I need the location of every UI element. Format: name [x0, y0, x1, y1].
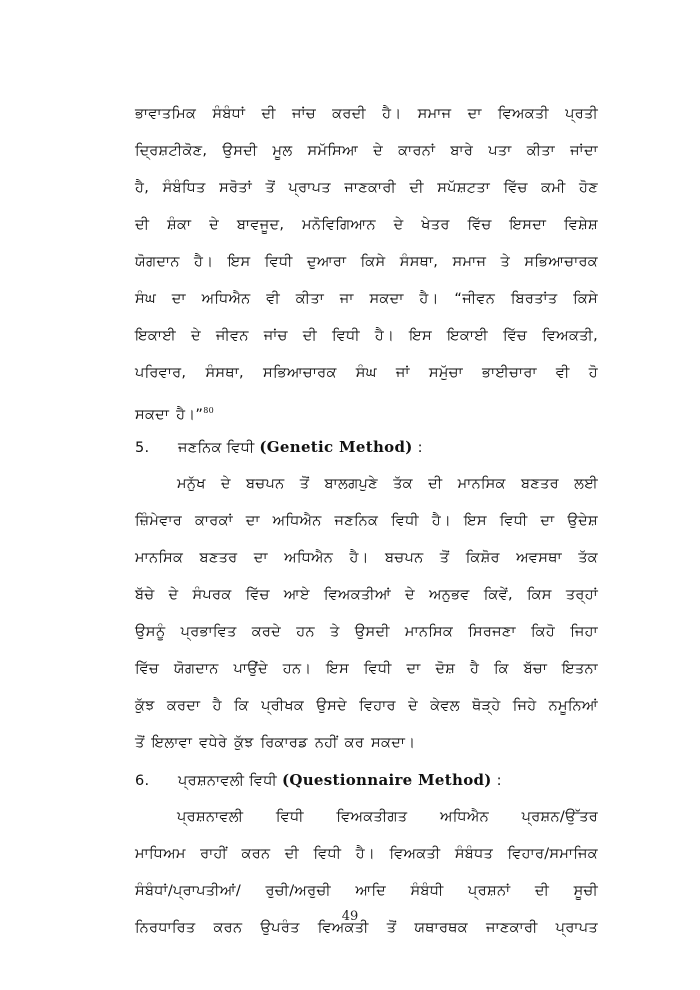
- text-line: ਵਿੱਚ ਯੋਗਦਾਨ ਪਾਉਂਦੇ ਹਨ। ਇਸ ਵਿਧੀ ਦਾ ਦੋਸ਼ ਹੈ ਕਿ ਬੱਚਾ ਇਤਨਾ: [135, 661, 598, 677]
- text-line: ਦੀ ਸ਼ੰਕਾ ਦੇ ਬਾਵਜੂਦ, ਮਨੋਵਿਗਿਆਨ ਦੇ ਖੇਤਰ ਵਿੱਚ ਇਸਦਾ ਵਿਸ਼ੇਸ਼: [135, 217, 598, 233]
- text-line: ਸੰਬੰਧਾਂ/ਪ੍ਰਾਪਤੀਆਂ/ ਰੁਚੀ/ਅਰੁਚੀ ਆਦਿ ਸੰਬੰਧੀ ਪ੍ਰਸ਼ਨਾਂ ਦੀ ਸੂਚੀ: [135, 883, 598, 899]
- section-number: 5.: [135, 440, 150, 456]
- text-line: ਜ਼ਿੰਮੇਵਾਰ ਕਾਰਕਾਂ ਦਾ ਅਧਿਐਨ ਜਣਨਿਕ ਵਿਧੀ ਹੈ। ਇਸ ਵਿਧੀ ਦਾ ਉਦੇਸ਼: [135, 513, 598, 529]
- text-line: ਮਨੁੱਖ ਦੇ ਬਚਪਨ ਤੋਂ ਬਾਲਗਪੁਣੇ ਤੱਕ ਦੀ ਮਾਨਸਿਕ ਬਣਤਰ ਲਈ: [177, 476, 598, 492]
- text-line: ਨਿਰਧਾਰਿਤ ਕਰਨ ਉਪਰੰਤ ਵਿਅਕਤੀ ਤੋਂ ਯਥਾਰਥਕ ਜਾਣਕਾਰੀ ਪ੍ਰਾਪਤ: [135, 920, 598, 936]
- section-colon: :: [412, 440, 423, 456]
- paragraph-genetic-method: [135, 466, 598, 762]
- section-title-english: (Genetic Method): [259, 438, 413, 456]
- section-heading-questionnaire-method: [135, 762, 598, 799]
- text-line: ਭਾਵਾਤਮਿਕ ਸੰਬੰਧਾਂ ਦੀ ਜਾਂਚ ਕਰਦੀ ਹੈ। ਸਮਾਜ ਦਾ ਵਿਅਕਤੀ ਪ੍ਰਤੀ: [135, 106, 598, 122]
- text-line: ਮਾਧਿਅਮ ਰਾਹੀਂ ਕਰਨ ਦੀ ਵਿਧੀ ਹੈ। ਵਿਅਕਤੀ ਸੰਬੰਧਤ ਵਿਹਾਰ/ਸਮਾਜਿਕ: [135, 846, 598, 862]
- text-line: ਤੋਂ ਇਲਾਵਾ ਵਧੇਰੇ ਕੁੱਝ ਰਿਕਾਰਡ ਨਹੀਂ ਕਰ ਸਕਦਾ।: [135, 735, 416, 751]
- text-line: ਬੱਚੇ ਦੇ ਸੰਪਰਕ ਵਿੱਚ ਆਏ ਵਿਅਕਤੀਆਂ ਦੇ ਅਨੁਭਵ ਕਿਵੇਂ, ਕਿਸ ਤਰ੍ਹਾਂ: [135, 587, 598, 603]
- paragraph-life-history: [135, 96, 598, 429]
- text-line: ਦ੍ਰਿਸ਼ਟੀਕੋਣ, ਉਸਦੀ ਮੂਲ ਸਮੱਸਿਆ ਦੇ ਕਾਰਨਾਂ ਬਾਰੇ ਪਤਾ ਕੀਤਾ ਜਾਂਦਾ: [135, 143, 598, 159]
- text-line: ਪਰਿਵਾਰ, ਸੰਸਥਾ, ਸਭਿਆਚਾਰਕ ਸੰਘ ਜਾਂ ਸਮੁੱਚਾ ਭਾਈਚਾਰਾ ਵੀ ਹੋ: [135, 365, 598, 381]
- section-title-punjabi: ਜਣਨਿਕ ਵਿਧੀ: [178, 440, 255, 456]
- document-page: [135, 96, 598, 947]
- text-line: ਕੁੱਝ ਕਰਦਾ ਹੈ ਕਿ ਪ੍ਰੀਖਕ ਉਸਦੇ ਵਿਹਾਰ ਦੇ ਕੇਵਲ ਥੋੜ੍ਹੇ ਜਿਹੇ ਨਮੂਨਿਆਂ: [135, 698, 598, 714]
- text-line: ਪ੍ਰਸ਼ਨਾਵਲੀ ਵਿਧੀ ਵਿਅਕਤੀਗਤ ਅਧਿਐਨ ਪ੍ਰਸ਼ਨ/ਉੱਤਰ: [177, 809, 598, 825]
- section-number: 6.: [135, 773, 150, 789]
- text-line: ਯੋਗਦਾਨ ਹੈ। ਇਸ ਵਿਧੀ ਦੁਆਰਾ ਕਿਸੇ ਸੰਸਥਾ, ਸਮਾਜ ਤੇ ਸਭਿਆਚਾਰਕ: [135, 254, 598, 270]
- text-line: [135, 392, 598, 429]
- section-colon: :: [491, 773, 502, 789]
- section-title-english: (Questionnaire Method): [281, 771, 492, 789]
- section-title-punjabi: ਪ੍ਰਸ਼ਨਾਵਲੀ ਵਿਧੀ: [178, 773, 278, 789]
- section-heading-genetic-method: [135, 429, 598, 466]
- text-line: ਇਕਾਈ ਦੇ ਜੀਵਨ ਜਾਂਚ ਦੀ ਵਿਧੀ ਹੈ। ਇਸ ਇਕਾਈ ਵਿੱਚ ਵਿਅਕਤੀ,: [135, 328, 598, 344]
- footnote-ref: 80: [203, 406, 214, 415]
- text-line: ਸੰਘ ਦਾ ਅਧਿਐਨ ਵੀ ਕੀਤਾ ਜਾ ਸਕਦਾ ਹੈ। “ਜੀਵਨ ਬਿਰਤਾਂਤ ਕਿਸੇ: [135, 291, 598, 307]
- paragraph-questionnaire-method: [135, 799, 598, 947]
- text-line: ਮਾਨਸਿਕ ਬਣਤਰ ਦਾ ਅਧਿਐਨ ਹੈ। ਬਚਪਨ ਤੋਂ ਕਿਸ਼ੋਰ ਅਵਸਥਾ ਤੱਕ: [135, 550, 598, 566]
- text-line-content: ਸਕਦਾ ਹੈ।”: [135, 407, 204, 423]
- page-number: 49: [341, 909, 359, 924]
- text-line: ਹੈ, ਸੰਬੰਧਿਤ ਸਰੋਤਾਂ ਤੋਂ ਪ੍ਰਾਪਤ ਜਾਣਕਾਰੀ ਦੀ ਸਪੱਸ਼ਟਤਾ ਵਿੱਚ ਕਮੀ ਹੋਣ: [135, 180, 598, 196]
- text-line: ਉਸਨੂੰ ਪ੍ਰਭਾਵਿਤ ਕਰਦੇ ਹਨ ਤੇ ਉਸਦੀ ਮਾਨਸਿਕ ਸਿਰਜਣਾ ਕਿਹੋ ਜਿਹਾ: [135, 624, 598, 640]
